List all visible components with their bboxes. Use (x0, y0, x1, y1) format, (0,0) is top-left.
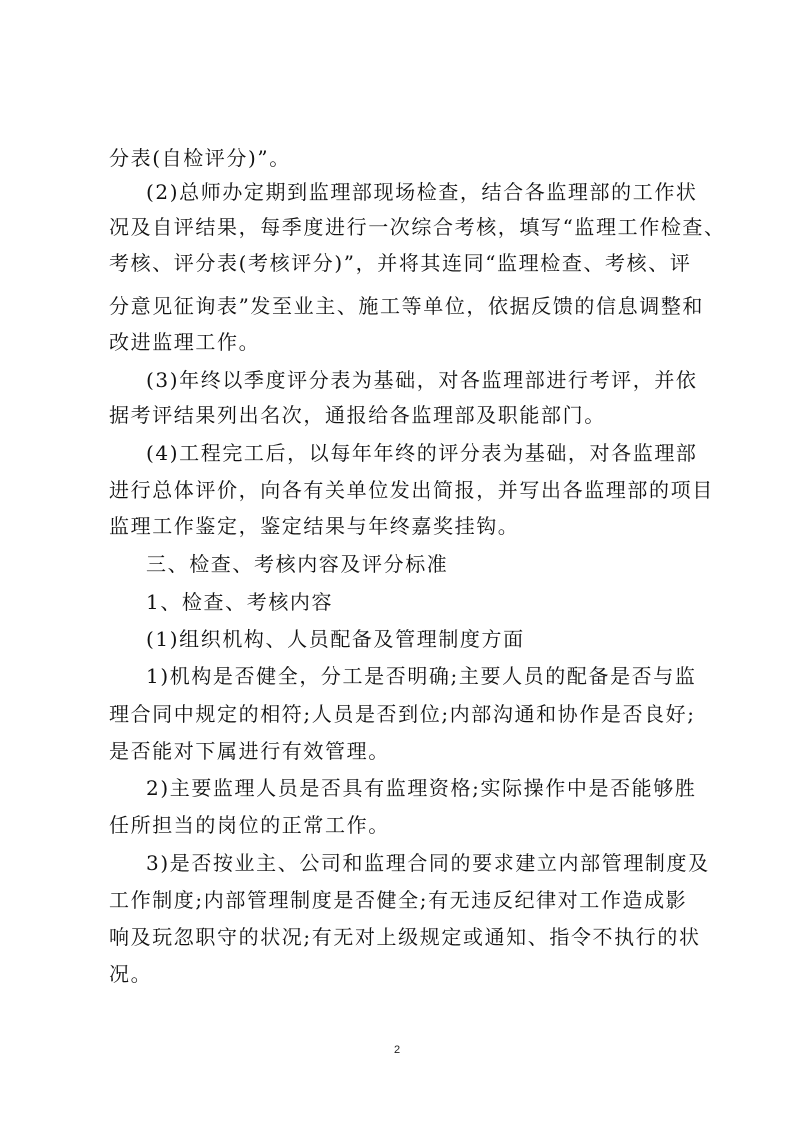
text-line: 据考评结果列出名次，通报给各监理部及职能部门。 (109, 403, 606, 427)
text-line: 任所担当的岗位的正常工作。 (109, 813, 390, 837)
text-line: 监理工作鉴定，鉴定结果与年终嘉奖挂钩。 (109, 514, 520, 538)
text-line: 分表(自检评分)”。 (109, 146, 291, 170)
item-heading: (1)组织机构、人员配备及管理制度方面 (146, 627, 525, 651)
text-line: 1)机构是否健全，分工是否明确;主要人员的配备是否与监 (146, 664, 697, 688)
text-line: 响及玩忽职守的状况;有无对上级规定或通知、指令不执行的状 (109, 925, 701, 949)
subsection-heading: 1、检查、考核内容 (146, 590, 334, 614)
text-line: 进行总体评价，向各有关单位发出简报，并写出各监理部的项目 (109, 478, 714, 502)
text-line: 工作制度;内部管理制度是否健全;有无违反纪律对工作造成影 (109, 888, 688, 912)
text-line: 理合同中规定的相符;人员是否到位;内部沟通和协作是否良好; (109, 702, 696, 726)
text-line: 改进监理工作。 (109, 330, 261, 354)
text-line: 分意见征询表”发至业主、施工等单位，依据反馈的信息调整和 (109, 294, 705, 318)
text-line: 考核、评分表(考核评分)”，并将其连同“监理检查、考核、评 (109, 251, 692, 275)
text-line: 况。 (109, 962, 153, 986)
text-line: 2)主要监理人员是否具有监理资格;实际操作中是否能够胜 (146, 776, 697, 800)
text-line: (4)工程完工后，以每年年终的评分表为基础，对各监理部 (146, 441, 698, 465)
page-number: 2 (393, 1044, 401, 1056)
text-line: (2)总师办定期到监理部现场检查，结合各监理部的工作状 (146, 180, 698, 204)
text-line: 是否能对下属进行有效管理。 (109, 739, 390, 763)
text-line: 况及自评结果，每季度进行一次综合考核，填写“监理工作检查、 (109, 215, 726, 239)
text-line: 3)是否按业主、公司和监理合同的要求建立内部管理制度及 (146, 851, 710, 875)
text-line: (3)年终以季度评分表为基础，对各监理部进行考评，并依 (146, 368, 698, 392)
section-heading: 三、检查、考核内容及评分标准 (146, 552, 449, 576)
